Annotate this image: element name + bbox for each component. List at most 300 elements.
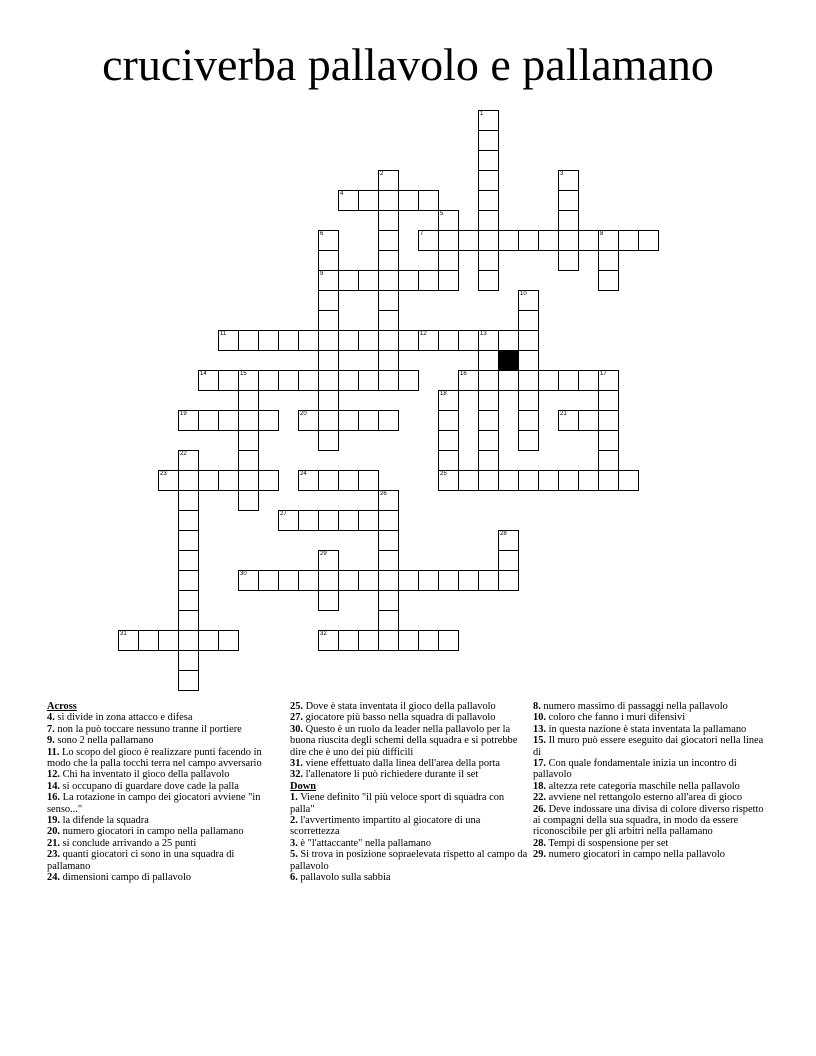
grid-cell[interactable] — [478, 330, 499, 351]
grid-cell[interactable] — [558, 470, 579, 491]
grid-cell[interactable] — [558, 170, 579, 191]
clue-number: 19 — [180, 411, 187, 417]
grid-cell[interactable] — [338, 570, 359, 591]
clue-item-number: 19. — [47, 815, 60, 827]
grid-cell[interactable] — [238, 450, 259, 471]
grid-cell[interactable] — [558, 250, 579, 271]
grid-cell[interactable] — [498, 230, 519, 251]
clue-item-number: 8. — [533, 701, 541, 712]
grid-cell[interactable] — [438, 450, 459, 471]
grid-cell[interactable] — [478, 110, 499, 131]
clue-item — [47, 792, 277, 815]
clue-number: 25 — [440, 471, 447, 477]
grid-cell[interactable] — [398, 370, 419, 391]
grid-cell[interactable] — [318, 470, 339, 491]
grid-cell[interactable] — [418, 570, 439, 591]
clue-item-number: 31. — [290, 758, 303, 770]
clue-number: 24 — [300, 471, 307, 477]
grid-cell[interactable] — [418, 270, 439, 291]
clue-number: 20 — [300, 411, 307, 417]
grid-cell[interactable] — [318, 550, 339, 571]
grid-cell[interactable] — [318, 510, 339, 531]
grid-cell[interactable] — [418, 230, 439, 251]
grid-cell[interactable] — [438, 250, 459, 271]
grid-cell[interactable] — [218, 470, 239, 491]
grid-cell[interactable] — [278, 330, 299, 351]
grid-cell[interactable] — [338, 470, 359, 491]
clue-number: 5 — [440, 211, 444, 217]
grid-cell[interactable] — [218, 410, 239, 431]
grid-cell[interactable] — [378, 610, 399, 631]
grid-cell[interactable] — [458, 370, 479, 391]
clue-item-number: 25. — [290, 701, 303, 712]
grid-cell[interactable] — [238, 330, 259, 351]
grid-cell[interactable] — [498, 470, 519, 491]
grid-cell[interactable] — [338, 630, 359, 651]
grid-cell[interactable] — [578, 470, 599, 491]
grid-cell[interactable] — [458, 570, 479, 591]
clue-item-text: Chi ha inventato il gioco della pallavolo — [62, 769, 230, 781]
grid-cell[interactable] — [378, 510, 399, 531]
clue-item-text: Dove è stata inventata il gioco della pallavolo — [305, 701, 496, 712]
grid-cell[interactable] — [538, 370, 559, 391]
grid-cell[interactable] — [418, 190, 439, 211]
clue-number: 30 — [240, 571, 247, 577]
clue-number: 8 — [600, 231, 604, 237]
grid-cell[interactable] — [378, 170, 399, 191]
clue-number: 6 — [320, 231, 324, 237]
grid-cell[interactable] — [338, 190, 359, 211]
grid-cell[interactable] — [478, 370, 499, 391]
grid-cell[interactable] — [378, 190, 399, 211]
grid-cell[interactable] — [258, 410, 279, 431]
grid-cell[interactable] — [238, 410, 259, 431]
clue-item-number: 5. — [290, 849, 298, 861]
grid-cell[interactable] — [478, 410, 499, 431]
grid-cell[interactable] — [178, 590, 199, 611]
grid-cell[interactable] — [378, 290, 399, 311]
grid-cell[interactable] — [358, 190, 379, 211]
grid-cell[interactable] — [518, 330, 539, 351]
clue-item-text: numero massimo di passaggi nella pallavolo — [543, 701, 728, 712]
grid-cell[interactable] — [598, 410, 619, 431]
grid-cell[interactable] — [258, 330, 279, 351]
clue-item-text: Si trova in posizione sopraelevata rispetto al campo da pallavolo — [290, 849, 528, 872]
grid-cell[interactable] — [318, 370, 339, 391]
grid-cell[interactable] — [178, 490, 199, 511]
clue-item-text: è "l'attaccante" nella pallamano — [300, 837, 432, 849]
grid-cell[interactable] — [518, 470, 539, 491]
grid-cell[interactable] — [378, 550, 399, 571]
grid-cell[interactable] — [318, 330, 339, 351]
grid-cell[interactable] — [378, 630, 399, 651]
grid-cell[interactable] — [238, 390, 259, 411]
grid-cell[interactable] — [178, 410, 199, 431]
grid-cell[interactable] — [598, 230, 619, 251]
grid-cell[interactable] — [398, 630, 419, 651]
grid-cell[interactable] — [378, 270, 399, 291]
clue-item-text: avviene nel rettangolo esterno all'area di gioco — [548, 792, 743, 804]
clue-item-number: 11. — [47, 746, 60, 758]
clue-number: 18 — [440, 391, 447, 397]
clue-item-text: numero giocatori in campo nella pallavolo — [548, 849, 725, 861]
grid-cell[interactable] — [318, 270, 339, 291]
grid-cell[interactable] — [438, 390, 459, 411]
grid-cell[interactable] — [178, 570, 199, 591]
grid-cell[interactable] — [318, 430, 339, 451]
clue-item-text: coloro che fanno i muri difensivi — [548, 712, 686, 724]
grid-cell[interactable] — [298, 370, 319, 391]
down-heading: Down — [290, 780, 316, 792]
grid-cell[interactable] — [618, 470, 639, 491]
grid-cell[interactable] — [378, 590, 399, 611]
grid-cell[interactable] — [478, 130, 499, 151]
grid-cell[interactable] — [358, 370, 379, 391]
grid-cell[interactable] — [478, 270, 499, 291]
grid-cell[interactable] — [158, 470, 179, 491]
clue-item-text: altezza rete categoria maschile nella pallavolo — [548, 780, 740, 792]
grid-cell[interactable] — [378, 570, 399, 591]
grid-cell[interactable] — [518, 370, 539, 391]
clue-number: 21 — [560, 411, 567, 417]
clue-item-text: Questo è un ruolo da leader nella pallavolo per la buona riuscita degli schemi della squadra e si potrebbe dire che è uno dei più difficili — [290, 723, 518, 758]
grid-cell[interactable] — [338, 510, 359, 531]
grid-cell[interactable] — [278, 370, 299, 391]
grid-cell[interactable] — [178, 670, 199, 691]
clue-item-number: 9. — [47, 735, 55, 747]
grid-cell[interactable] — [318, 390, 339, 411]
grid-cell[interactable] — [318, 590, 339, 611]
grid-cell[interactable] — [298, 570, 319, 591]
clue-item-text: Deve indossare una divisa di colore diverso rispetto ai compagni della sua squadra, in modo da essere riconoscibile per gli arbitri nella pallamano — [533, 803, 764, 838]
clue-item-text: Con quale fondamentale inizia un incontro di pallavolo — [533, 758, 737, 781]
grid-cell[interactable] — [358, 510, 379, 531]
grid-cell[interactable] — [378, 250, 399, 271]
clue-item — [290, 872, 528, 883]
clue-item-text: Viene definito "il più veloce sport di squadra con palla" — [290, 792, 505, 815]
clue-item-text: quanti giocatori ci sono in una squadra di pallamano — [47, 849, 235, 872]
grid-cell[interactable] — [318, 410, 339, 431]
grid-cell[interactable] — [438, 470, 459, 491]
clue-number: 14 — [200, 371, 207, 377]
grid-cell[interactable] — [378, 310, 399, 331]
clue-number: 12 — [420, 331, 427, 337]
grid-cell[interactable] — [398, 190, 419, 211]
clue-item-text: pallavolo sulla sabbia — [300, 872, 391, 884]
grid-cell[interactable] — [578, 370, 599, 391]
clue-item — [47, 872, 277, 883]
clue-number: 15 — [240, 371, 247, 377]
clue-number: 4 — [340, 191, 344, 197]
grid-cell[interactable] — [318, 350, 339, 371]
clue-item — [290, 701, 528, 712]
clue-number: 29 — [320, 551, 327, 557]
grid-cell[interactable] — [518, 310, 539, 331]
grid-cell[interactable] — [298, 510, 319, 531]
grid-cell[interactable] — [478, 170, 499, 191]
grid-cell[interactable] — [598, 250, 619, 271]
grid-cell[interactable] — [178, 550, 199, 571]
grid-cell[interactable] — [558, 210, 579, 231]
clue-item-text: in questa nazione è stata inventata la pallamano — [548, 723, 747, 735]
clue-item-number: 16. — [47, 792, 60, 804]
grid-cell[interactable] — [478, 450, 499, 471]
clue-item — [290, 769, 528, 780]
grid-cell[interactable] — [358, 570, 379, 591]
grid-cell[interactable] — [378, 410, 399, 431]
grid-cell[interactable] — [158, 630, 179, 651]
grid-cell[interactable] — [598, 450, 619, 471]
clue-item — [533, 792, 765, 803]
clue-number: 17 — [600, 371, 607, 377]
clue-item-number: 17. — [533, 758, 546, 770]
grid-cell[interactable] — [278, 510, 299, 531]
grid-cell[interactable] — [378, 530, 399, 551]
grid-cell[interactable] — [578, 230, 599, 251]
clue-item-number: 3. — [290, 837, 298, 849]
grid-cell[interactable] — [438, 630, 459, 651]
grid-cell[interactable] — [398, 570, 419, 591]
clue-item — [290, 724, 528, 758]
grid-cell[interactable] — [418, 330, 439, 351]
clue-item — [533, 701, 765, 712]
grid-cell[interactable] — [398, 270, 419, 291]
grid-cell[interactable] — [358, 470, 379, 491]
clue-item — [47, 735, 277, 746]
grid-cell[interactable] — [338, 410, 359, 431]
grid-cell[interactable] — [318, 630, 339, 651]
grid-cell[interactable] — [238, 370, 259, 391]
grid-cell[interactable] — [178, 610, 199, 631]
black-cell — [498, 350, 519, 371]
grid-cell[interactable] — [378, 230, 399, 251]
clue-item — [47, 815, 277, 826]
grid-cell[interactable] — [598, 370, 619, 391]
grid-cell[interactable] — [218, 330, 239, 351]
grid-cell[interactable] — [638, 230, 659, 251]
clue-item-number: 28. — [533, 837, 546, 849]
clue-item-text: l'avvertimento impartito al giocatore di una scorrettezza — [290, 815, 481, 838]
grid-cell[interactable] — [498, 330, 519, 351]
grid-cell[interactable] — [358, 330, 379, 351]
grid-cell[interactable] — [558, 230, 579, 251]
clue-number: 10 — [520, 291, 527, 297]
clue-item-text: dimensioni campo di pallavolo — [62, 872, 192, 884]
grid-cell[interactable] — [418, 630, 439, 651]
grid-cell[interactable] — [238, 490, 259, 511]
clue-item-number: 29. — [533, 849, 546, 861]
grid-cell[interactable] — [378, 490, 399, 511]
grid-cell[interactable] — [378, 210, 399, 231]
clue-item-number: 10. — [533, 712, 546, 724]
grid-cell[interactable] — [598, 430, 619, 451]
grid-cell[interactable] — [538, 470, 559, 491]
grid-cell[interactable] — [598, 390, 619, 411]
grid-cell[interactable] — [338, 370, 359, 391]
grid-cell[interactable] — [478, 190, 499, 211]
grid-cell[interactable] — [358, 410, 379, 431]
grid-cell[interactable] — [238, 470, 259, 491]
grid-cell[interactable] — [378, 370, 399, 391]
clue-item — [290, 849, 528, 872]
clue-number: 23 — [160, 471, 167, 477]
grid-cell[interactable] — [378, 330, 399, 351]
clue-item — [533, 735, 765, 758]
grid-cell[interactable] — [558, 410, 579, 431]
grid-cell[interactable] — [318, 310, 339, 331]
grid-cell[interactable] — [518, 390, 539, 411]
grid-cell[interactable] — [358, 630, 379, 651]
grid-cell[interactable] — [518, 410, 539, 431]
grid-cell[interactable] — [458, 230, 479, 251]
grid-cell[interactable] — [338, 330, 359, 351]
clue-number: 32 — [320, 631, 327, 637]
grid-cell[interactable] — [478, 430, 499, 451]
grid-cell[interactable] — [118, 630, 139, 651]
clue-item — [290, 815, 528, 838]
grid-cell[interactable] — [598, 270, 619, 291]
clue-item-number: 30. — [290, 723, 303, 735]
clue-column-1 — [47, 701, 277, 884]
grid-cell[interactable] — [258, 470, 279, 491]
grid-cell[interactable] — [618, 230, 639, 251]
clue-item-text: sono 2 nella pallamano — [57, 735, 154, 747]
clue-item-text: l'allenatore li può richiedere durante il set — [305, 769, 479, 781]
grid-cell[interactable] — [598, 470, 619, 491]
grid-cell[interactable] — [558, 370, 579, 391]
grid-cell[interactable] — [478, 470, 499, 491]
grid-cell[interactable] — [218, 370, 239, 391]
clue-item-text: non la può toccare nessuno tranne il portiere — [57, 723, 242, 735]
grid-cell[interactable] — [238, 430, 259, 451]
clue-item — [47, 838, 277, 849]
grid-cell[interactable] — [518, 290, 539, 311]
clue-item-text: si occupano di guardare dove cade la palla — [62, 780, 239, 792]
clue-number: 27 — [280, 511, 287, 517]
grid-cell[interactable] — [318, 570, 339, 591]
across-heading: Across — [47, 701, 77, 712]
grid-cell[interactable] — [438, 230, 459, 251]
grid-cell[interactable] — [498, 570, 519, 591]
clue-item-text: la difende la squadra — [62, 815, 149, 827]
grid-cell[interactable] — [318, 250, 339, 271]
grid-cell[interactable] — [518, 230, 539, 251]
grid-cell[interactable] — [538, 230, 559, 251]
clue-item-number: 4. — [47, 712, 55, 724]
grid-cell[interactable] — [478, 210, 499, 231]
grid-cell[interactable] — [178, 510, 199, 531]
clue-item-number: 15. — [533, 735, 546, 747]
grid-cell[interactable] — [438, 430, 459, 451]
grid-cell[interactable] — [178, 470, 199, 491]
clue-number: 31 — [120, 631, 127, 637]
grid-cell[interactable] — [478, 250, 499, 271]
grid-cell[interactable] — [198, 410, 219, 431]
grid-cell[interactable] — [338, 270, 359, 291]
clue-item — [290, 712, 528, 723]
grid-cell[interactable] — [378, 350, 399, 371]
grid-cell[interactable] — [498, 550, 519, 571]
grid-cell[interactable] — [238, 570, 259, 591]
clue-item — [290, 792, 528, 815]
clue-number: 1 — [480, 111, 484, 117]
clue-item-text: Tempi di sospensione per set — [548, 837, 669, 849]
grid-cell[interactable] — [478, 570, 499, 591]
grid-cell[interactable] — [358, 270, 379, 291]
clue-item-number: 14. — [47, 780, 60, 792]
clue-number: 26 — [380, 491, 387, 497]
grid-cell[interactable] — [518, 430, 539, 451]
clue-number: 13 — [480, 331, 487, 337]
grid-cell[interactable] — [178, 530, 199, 551]
grid-cell[interactable] — [438, 210, 459, 231]
clue-number: 2 — [380, 171, 384, 177]
grid-cell[interactable] — [498, 530, 519, 551]
clue-item — [47, 826, 277, 837]
grid-cell[interactable] — [198, 630, 219, 651]
clue-item-number: 7. — [47, 723, 55, 735]
clue-item-number: 21. — [47, 837, 60, 849]
clue-item — [533, 758, 765, 781]
grid-cell[interactable] — [518, 350, 539, 371]
grid-cell[interactable] — [298, 470, 319, 491]
grid-cell[interactable] — [578, 410, 599, 431]
grid-cell[interactable] — [278, 570, 299, 591]
grid-cell[interactable] — [258, 570, 279, 591]
grid-cell[interactable] — [178, 630, 199, 651]
clue-item-number: 26. — [533, 803, 546, 815]
grid-cell[interactable] — [398, 330, 419, 351]
grid-cell[interactable] — [318, 290, 339, 311]
grid-cell[interactable] — [198, 470, 219, 491]
grid-cell[interactable] — [478, 350, 499, 371]
clue-number: 3 — [560, 171, 564, 177]
grid-cell[interactable] — [258, 370, 279, 391]
grid-cell[interactable] — [558, 190, 579, 211]
grid-cell[interactable] — [438, 330, 459, 351]
grid-cell[interactable] — [178, 450, 199, 471]
clue-number: 11 — [220, 331, 227, 337]
clue-item-number: 12. — [47, 769, 60, 781]
clue-item-text: si divide in zona attacco e difesa — [57, 712, 193, 724]
grid-cell[interactable] — [498, 370, 519, 391]
grid-cell[interactable] — [198, 370, 219, 391]
grid-cell[interactable] — [458, 470, 479, 491]
grid-cell[interactable] — [458, 330, 479, 351]
clue-item-number: 1. — [290, 792, 298, 804]
clue-item — [47, 747, 277, 770]
grid-cell[interactable] — [438, 570, 459, 591]
grid-cell[interactable] — [438, 410, 459, 431]
grid-cell[interactable] — [218, 630, 239, 651]
clue-item-number: 20. — [47, 826, 60, 838]
grid-cell[interactable] — [178, 650, 199, 671]
clue-item — [533, 838, 765, 849]
clue-number: 9 — [320, 271, 324, 277]
grid-cell[interactable] — [478, 230, 499, 251]
grid-cell[interactable] — [438, 270, 459, 291]
clue-item — [47, 769, 277, 780]
grid-cell[interactable] — [298, 330, 319, 351]
grid-cell[interactable] — [478, 150, 499, 171]
grid-cell[interactable] — [318, 230, 339, 251]
clue-item-text: Il muro può essere eseguito dai giocatori nella linea di — [533, 735, 764, 758]
grid-cell[interactable] — [138, 630, 159, 651]
clue-item — [533, 781, 765, 792]
grid-cell[interactable] — [298, 410, 319, 431]
clue-item-number: 2. — [290, 815, 298, 827]
grid-cell[interactable] — [478, 390, 499, 411]
